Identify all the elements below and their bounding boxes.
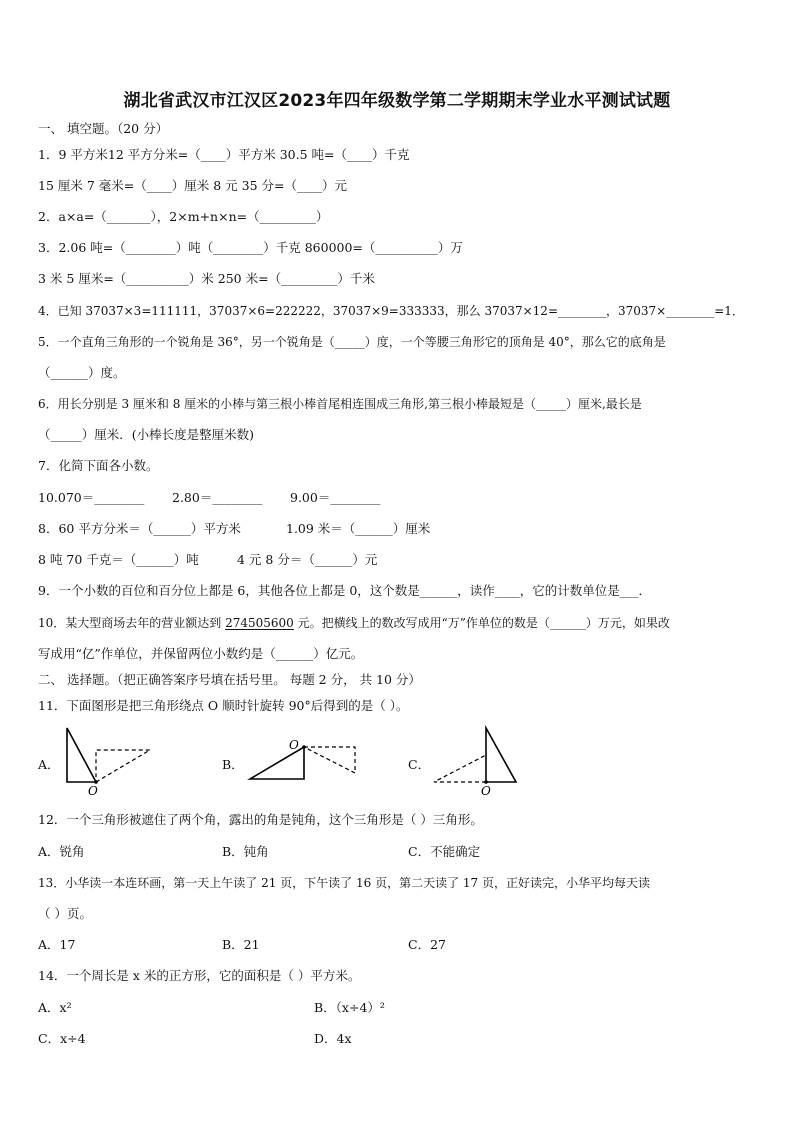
- section-1-header: 一、 填空题。（20 分）: [38, 121, 169, 136]
- point-o-label: O: [289, 738, 299, 752]
- question-1-line-1: 1．9 平方米12 平方分米=（____）平方米 30.5 吨=（____）千克: [38, 147, 410, 162]
- question-6-line-1: 6．用长分别是 3 厘米和 8 厘米的小棒与第三根小棒首尾相连围成三角形,第三根小棒最短是（_____）厘米,最长是: [38, 397, 642, 411]
- question-10-text: 10．某大型商场去年的营业额达到: [38, 616, 226, 630]
- question-8-item: 8．60 平方分米＝（______）平方米: [38, 521, 241, 536]
- question-13-option-a: A．17: [38, 937, 76, 952]
- option-b-figure: [245, 735, 365, 785]
- question-10-text: 元。把横线上的数改写成用“万”作单位的数是（______）万元，如果改: [293, 616, 670, 630]
- question-3-line-1: 3．2.06 吨=（________）吨（________）千克 860000=（__________）万: [38, 240, 463, 255]
- question-10-line-1: [38, 615, 670, 631]
- question-8-item: 8 吨 70 千克＝（______）吨: [38, 552, 199, 567]
- question-7: 7．化简下面各小数。: [38, 458, 159, 473]
- triangle-dashed: [434, 755, 486, 782]
- question-5-line-2: （______）度。: [38, 365, 126, 380]
- triangle-dashed: [96, 750, 150, 782]
- triangle-dashed: [304, 747, 355, 773]
- question-7-item: 10.070＝________: [38, 490, 145, 505]
- question-1-line-2: 15 厘米 7 毫米=（____）厘米 8 元 35 分=（____）元: [38, 178, 347, 193]
- question-7-item: 2.80＝________: [172, 490, 263, 505]
- option-a-figure: [60, 725, 160, 797]
- question-11: 11．下面图形是把三角形绕点 O 顺时针旋转 90°后得到的是（ ）。: [38, 698, 409, 713]
- question-14: 14．一个周长是 x 米的正方形，它的面积是（ ）平方米。: [38, 968, 361, 983]
- question-5-line-1: 5．一个直角三角形的一个锐角是 36°，另一个锐角是（_____）度，一个等腰三角形它的顶角是 40°，那么它的底角是: [38, 335, 666, 349]
- question-12-option-b: B．钝角: [222, 844, 269, 859]
- question-7-item: 9.00＝________: [290, 490, 381, 505]
- section-2-header: 二、 选择题。（把正确答案序号填在括号里。 每题 2 分， 共 10 分）: [38, 672, 421, 687]
- question-13-line-1: 13．小华读一本连环画，第一天上午读了 21 页，下午读了 16 页，第二天读了 17 页，正好读完，小华平均每天读: [38, 876, 650, 890]
- question-3-line-2: 3 米 5 厘米=（__________）米 250 米=（_________）千米: [38, 271, 375, 286]
- point-o: [302, 745, 306, 749]
- question-12-option-a: A．锐角: [38, 844, 85, 859]
- question-12: 12．一个三角形被遮住了两个角，露出的角是钝角，这个三角形是（ ）三角形。: [38, 812, 483, 827]
- option-b-label: B．: [222, 757, 244, 772]
- triangle-solid: [486, 728, 516, 782]
- underlined-number: 274505600: [225, 616, 294, 630]
- option-a-label: A．: [38, 757, 60, 772]
- question-14-option-b: B．（x÷4）²: [314, 1000, 385, 1015]
- question-2: 2．a×a=（_______），2×m+n×n=（_________）: [38, 209, 329, 224]
- question-8-item: 1.09 米＝（______）厘米: [286, 521, 431, 536]
- point-o-label: O: [481, 784, 491, 798]
- point-o-label: O: [88, 784, 98, 798]
- question-14-option-d: D．4x: [314, 1031, 352, 1046]
- question-13-option-b: B．21: [222, 937, 260, 952]
- triangle-solid: [67, 728, 96, 782]
- question-12-option-c: C．不能确定: [408, 844, 481, 859]
- question-14-option-c: C．x÷4: [38, 1031, 86, 1046]
- question-13-option-c: C．27: [408, 937, 446, 952]
- question-10-line-2: 写成用“亿”作单位，并保留两位小数约是（______）亿元。: [38, 646, 364, 661]
- question-9: 9．一个小数的百位和百分位上都是 6，其他各位上都是 0，这个数是______，读作____，它的计数单位是___．: [38, 583, 652, 598]
- question-13-line-2: （ ）页。: [38, 906, 92, 921]
- option-c-figure: [430, 725, 530, 797]
- question-8-item: 4 元 8 分＝（______）元: [237, 552, 378, 567]
- question-4: 4．已知 37037×3=111111，37037×6=222222，37037×9=333333，那么 37037×12=________，37037×________=1．: [38, 304, 744, 318]
- question-14-option-a: A．x²: [38, 1000, 72, 1015]
- page-title: 湖北省武汉市江汉区2023年四年级数学第二学期期末学业水平测试试题: [123, 91, 671, 111]
- question-6-line-2: （_____）厘米．(小棒长度是整厘米数): [38, 427, 255, 442]
- option-c-label: C．: [408, 757, 431, 772]
